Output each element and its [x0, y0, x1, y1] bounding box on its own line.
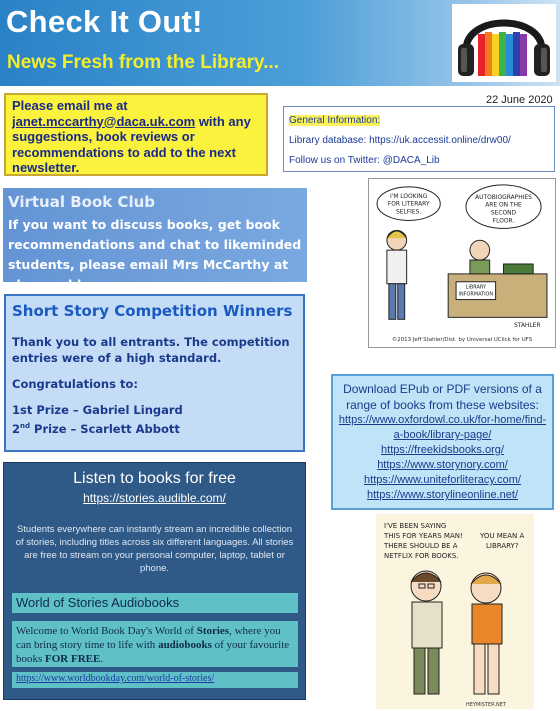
audio-heading: Listen to books for free [73, 470, 236, 487]
comic1-signature: STAHLER [513, 323, 541, 330]
netflix-for-books-cartoon [376, 514, 534, 709]
download-ebooks-box [331, 374, 554, 510]
world-of-stories-link[interactable]: https://www.worldbookday.com/world-of-stories/ [12, 672, 298, 688]
download-link-storylineonline[interactable]: https://www.storylineonline.net/ [366, 489, 519, 501]
svg-text:ARE ON THE: ARE ON THE [485, 202, 522, 209]
competition-congrats: Congratulations to: [12, 377, 138, 391]
svg-text:FLOOR.: FLOOR. [492, 218, 515, 225]
competition-thanks: Thank you to all entrants. The competition entries were of a high standard. [12, 335, 290, 365]
audible-link[interactable]: https://stories.audible.com/ [83, 491, 226, 505]
newsletter-header [0, 0, 560, 86]
svg-text:LIBRARY?: LIBRARY? [486, 542, 519, 550]
newsletter-title: Check It Out! [6, 4, 203, 39]
svg-text:INFORMATION: INFORMATION [458, 291, 494, 298]
email-suggestion-box [4, 93, 268, 176]
book-club-heading: Virtual Book Club [8, 193, 156, 211]
download-text: Download EPub or PDF versions of a range of books from these websites: [343, 382, 542, 412]
twitter-handle[interactable]: @DACA_Lib [382, 155, 440, 166]
comic2-credit: HEYMISTER.NET [466, 702, 506, 708]
svg-text:SECOND: SECOND [490, 210, 517, 217]
download-link-oxfordowl[interactable]: https://www.oxfordowl.co.uk/for-home/find-a-book/library-page/ [338, 414, 547, 441]
svg-text:THERE SHOULD BE A: THERE SHOULD BE A [384, 542, 458, 550]
email-intro: Please email me at [12, 98, 128, 113]
book-club-body: If you want to discuss books, get book recommendations and chat to likeminded students, please email Mrs McCarthy at above address. [8, 217, 302, 292]
svg-text:YOU MEAN A: YOU MEAN A [480, 532, 525, 540]
download-link-uniteforliteracy[interactable]: https://www.uniteforliteracy.com/ [364, 474, 521, 486]
competition-heading: Short Story Competition Winners [12, 302, 293, 320]
svg-text:I'VE BEEN SAYING: I'VE BEEN SAYING [384, 522, 447, 530]
svg-text:AUTOBIOGRAPHIES: AUTOBIOGRAPHIES [475, 194, 532, 201]
svg-text:I'M LOOKING: I'M LOOKING [389, 193, 428, 200]
twitter-label: Follow us on Twitter: [289, 155, 380, 166]
second-prize: 2nd Prize – Scarlett Abbott [12, 421, 180, 436]
first-prize: 1st Prize – Gabriel Lingard [12, 403, 183, 417]
svg-text:LIBRARY: LIBRARY [465, 284, 487, 291]
svg-text:THIS FOR YEARS MAN!: THIS FOR YEARS MAN! [384, 532, 463, 540]
headphones-books-logo [452, 4, 556, 82]
listen-to-books-box [3, 462, 306, 700]
database-link[interactable]: https://uk.accessit.online/drw00/ [369, 135, 511, 146]
comic1-credit: ©2013 Jeff Stahler/Dist. by Universal UClick for UFS [391, 337, 533, 344]
virtual-book-club-box [3, 188, 307, 292]
email-rest: with any suggestions, book reviews or recommendations to add to the next newsletter. [12, 113, 251, 175]
database-label: Library database: [289, 135, 367, 146]
audio-description: Students everywhere can instantly stream an incredible collection of stories, including titles across six different languages. All stories are free to stream on your personal computer, laptop, tablet or phone. [15, 524, 294, 574]
world-of-stories-text: Welcome to World Book Day's World of Stories, where you can bring story time to life with audiobooks of your favourite books FOR FREE. [12, 621, 298, 667]
newsletter-date: 22 June 2020 [486, 94, 553, 106]
newsletter-subtitle: News Fresh from the Library... [7, 52, 280, 73]
info-heading: General Information: [289, 115, 381, 126]
download-link-freekidsbooks[interactable]: https://freekidsbooks.org/ [381, 444, 504, 456]
svg-text:NETFLIX FOR BOOKS.: NETFLIX FOR BOOKS. [384, 552, 459, 560]
download-link-storynory[interactable]: https://www.storynory.com/ [377, 459, 508, 471]
svg-text:SELFIES.: SELFIES. [395, 209, 422, 216]
world-of-stories-heading: World of Stories Audiobooks [12, 593, 298, 613]
short-story-competition-box [4, 294, 305, 452]
email-link[interactable]: janet.mccarthy@daca.uk.com [12, 113, 196, 129]
library-selfie-cartoon [368, 178, 556, 348]
general-information-box [283, 106, 555, 172]
svg-text:FOR LITERARY: FOR LITERARY [387, 201, 430, 208]
